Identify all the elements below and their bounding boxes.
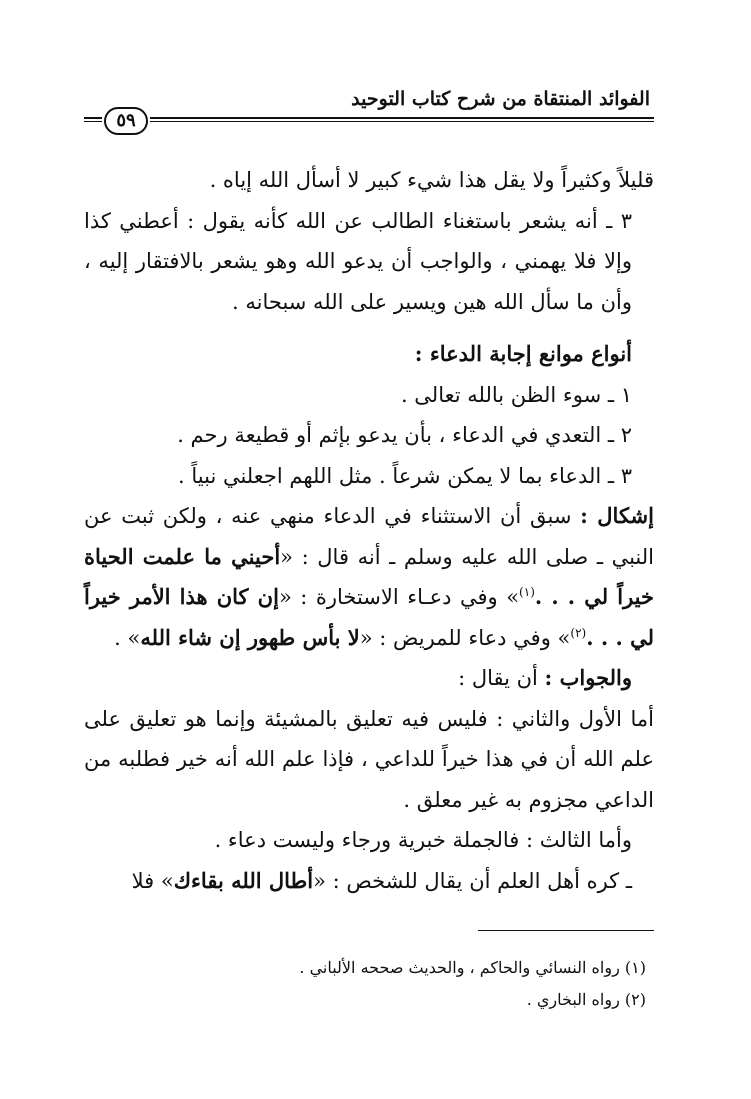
- ishkal-text: » وفي دعـاء الاستخارة : «: [278, 585, 520, 609]
- list-item-obstacle-2: ٢ ـ التعدي في الدعاء ، بأن يدعو بإثم أو قطيعة رحم .: [177, 423, 632, 447]
- ishkal-label: إشكال :: [580, 503, 654, 528]
- hadith-quote: إن كان هذا الأمر خيراً لي . . .: [84, 584, 654, 650]
- paragraph-first-second: أما الأول والثاني : فليس فيه تعليق بالمشيئة وإنما هو تعليق على علم الله أن في هذا خيراً للداعي ، فإذا علم الله أنه خير فطلبه من الداعي مجزوم به غير معلق .: [84, 706, 654, 812]
- section-heading: أنواع موانع إجابة الدعاء :: [414, 341, 632, 366]
- ishkal-text: سبق أن الاستثناء في الدعاء منهي عنه ، ولكن ثبت عن النبي ـ صلى الله عليه وسلم ـ أنه قال : «: [84, 504, 655, 569]
- last-text: » فلا: [131, 868, 174, 893]
- paragraph-continuation: قليلاً وكثيراً ولا يقل هذا شيء كبير لا أسأل الله إياه .: [209, 168, 654, 192]
- paragraph-third: وأما الثالث : فالجملة خبرية ورجاء وليست دعاء .: [214, 828, 632, 852]
- page-number-rule: [84, 117, 102, 122]
- hadith-quote: لا بأس طهور إن شاء الله: [140, 624, 360, 650]
- footnote-1: (١) رواه النسائي والحاكم ، والحديث صححه الألباني .: [299, 958, 646, 977]
- ishkal-text: » وفي دعاء للمريض : «: [359, 625, 571, 650]
- paragraph-answer: [84, 658, 654, 699]
- page-body: [84, 160, 654, 901]
- hadith-quote: أحيني ما علمت الحياة خيراً لي . . .: [84, 543, 654, 609]
- list-item-obstacle-3: ٣ ـ الدعاء بما لا يمكن شرعاً . مثل اللهم اجعلني نبياً .: [178, 463, 632, 488]
- running-title: الفوائد المنتقاة من شرح كتاب التوحيد: [351, 88, 650, 110]
- footnotes: [84, 952, 654, 1016]
- answer-label: والجواب :: [544, 665, 632, 690]
- header-rule: [150, 117, 654, 122]
- paragraph-ishkal: [84, 496, 654, 658]
- footnote-marker[interactable]: (٢): [570, 625, 587, 640]
- paragraph-point-3: ٣ ـ أنه يشعر باستغناء الطالب عن الله كأنه يقول : أعطني كذا وإلا فلا يهمني ، والواجب أن يدعو الله وهو يشعر بالافتقار إليه ، وأن ما سأل الله هين ويسير على الله سبحانه .: [84, 208, 632, 314]
- footnote-separator: [478, 930, 654, 931]
- last-text: ـ كره أهل العلم أن يقال للشخص : «: [313, 868, 632, 893]
- paragraph-last: [84, 861, 654, 902]
- page-number: ٥٩: [104, 107, 148, 135]
- list-item-obstacle-1: ١ ـ سوء الظن بالله تعالى .: [400, 382, 632, 407]
- ishkal-text: » .: [114, 625, 141, 650]
- footnote-2: (٢) رواه البخاري .: [526, 990, 646, 1009]
- last-quote: أطال الله بقاءك: [173, 867, 314, 893]
- footnote-marker[interactable]: (١): [519, 585, 535, 599]
- page-number-ornament: [84, 107, 150, 135]
- answer-text: أن يقال :: [458, 666, 545, 690]
